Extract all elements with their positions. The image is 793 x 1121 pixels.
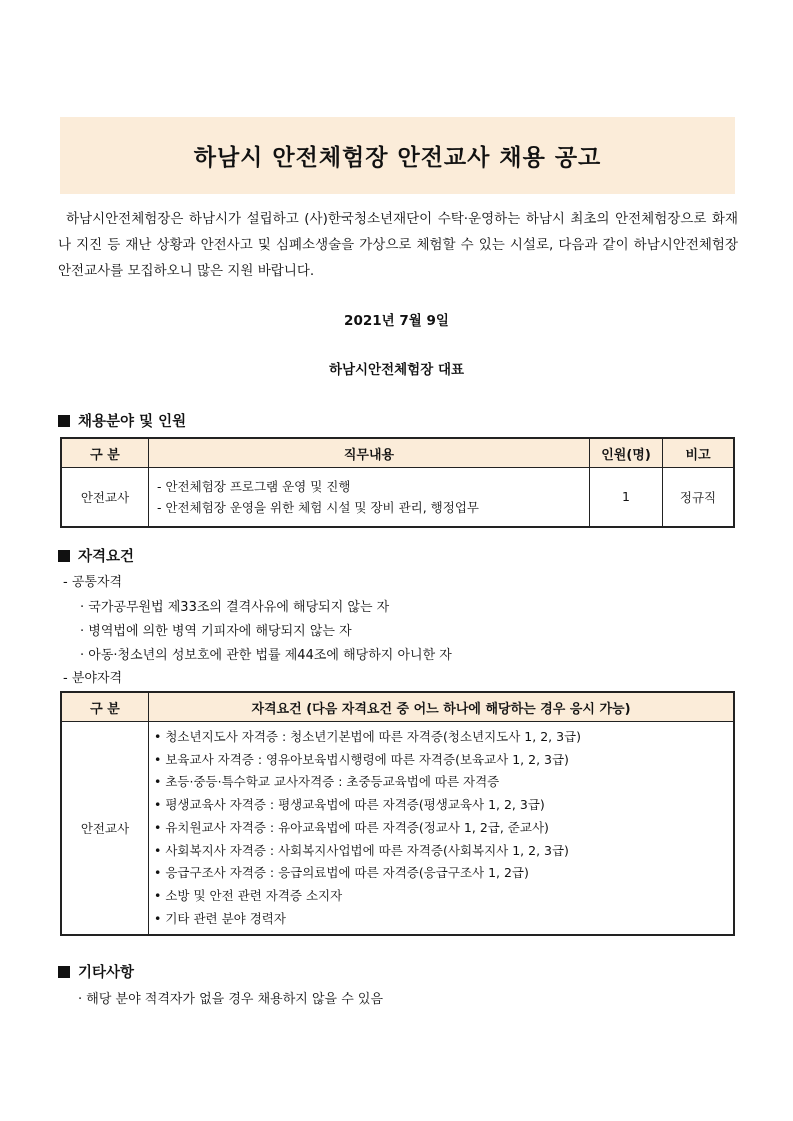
recruitment-table	[60, 437, 735, 528]
common-qualification-label: - 공통자격	[63, 575, 123, 590]
intro-paragraph	[58, 206, 738, 284]
section-heading-text: 채용분야 및 인원	[78, 414, 187, 430]
header-category: 구 분	[61, 692, 149, 722]
list-item: • 기타 관련 분야 경력자	[154, 910, 286, 926]
cell-duties	[149, 468, 590, 527]
common-qualification-item: · 아동·청소년의 성보호에 관한 법률 제44조에 해당하지 아니한 자	[80, 648, 452, 663]
table-row	[61, 468, 734, 527]
cell-requirements	[149, 722, 735, 936]
header-requirements: 자격요건 (다음 자격요건 중 어느 하나에 해당하는 경우 응시 가능)	[149, 692, 735, 722]
section-heading-other	[58, 961, 134, 982]
header-note: 비고	[663, 438, 735, 468]
intro-text: 하남시안전체험장은 하남시가 설립하고 (사)한국청소년재단이 수탁·운영하는 하남시 최초의 안전체험장으로 화재나 지진 등 재난 상황과 안전사고 및 심폐소생술을 가상으로 체험할 수 있는 시설로, 다음과 같이 하남시안전체험장 안전교사를 모집하오니 많은 지원 바랍니다.	[58, 211, 738, 279]
cell-category: 안전교사	[61, 468, 149, 527]
other-item: · 해당 분야 적격자가 없을 경우 채용하지 않을 수 있음	[78, 992, 384, 1007]
header-category: 구 분	[61, 438, 149, 468]
announcement-signer: 하남시안전체험장 대표	[328, 362, 465, 378]
list-item: • 응급구조사 자격증 : 응급의료법에 따른 자격증(응급구조사 1, 2급)	[154, 865, 529, 881]
duty-item: - 안전체험장 운영을 위한 체험 시설 및 장비 관리, 행정업무	[157, 499, 479, 515]
section-heading-recruitment	[58, 410, 186, 431]
duty-item: - 안전체험장 프로그램 운영 및 진행	[157, 478, 351, 494]
field-qualification-label: - 분야자격	[63, 671, 123, 686]
square-bullet-icon	[58, 966, 70, 978]
section-heading-qualifications	[58, 545, 134, 566]
list-item: • 유치원교사 자격증 : 유아교육법에 따른 자격증(정교사 1, 2급, 준교사)	[154, 819, 549, 835]
table-row	[61, 722, 734, 936]
qualification-table	[60, 691, 735, 936]
list-item: • 소방 및 안전 관련 자격증 소지자	[154, 887, 343, 903]
list-item: • 평생교육사 자격증 : 평생교육법에 따른 자격증(평생교육사 1, 2, 3급)	[154, 797, 545, 813]
cell-note: 정규직	[663, 468, 735, 527]
list-item: • 청소년지도사 자격증 : 청소년기본법에 따른 자격증(청소년지도사 1, 2, 3급)	[154, 729, 582, 744]
qualification-list	[149, 722, 733, 934]
list-item: • 사회복지사 자격증 : 사회복지사업법에 따른 자격증(사회복지사 1, 2, 3급)	[154, 842, 569, 858]
header-duties: 직무내용	[149, 438, 590, 468]
cell-count: 1	[590, 468, 663, 527]
list-item: • 초등·중등·특수학교 교사자격증 : 초중등교육법에 따른 자격증	[154, 774, 500, 790]
square-bullet-icon	[58, 550, 70, 562]
table-header-row	[61, 692, 734, 722]
announcement-date: 2021년 7월 9일	[344, 313, 449, 329]
table-header-row	[61, 438, 734, 468]
common-qualification-item: · 국가공무원법 제33조의 결격사유에 해당되지 않는 자	[80, 600, 390, 615]
header-count: 인원(명)	[590, 438, 663, 468]
page-title: 하남시 안전체험장 안전교사 채용 공고	[60, 117, 735, 194]
square-bullet-icon	[58, 415, 70, 427]
cell-category: 안전교사	[61, 722, 149, 936]
common-qualification-item: · 병역법에 의한 병역 기피자에 해당되지 않는 자	[80, 624, 352, 639]
list-item: • 보육교사 자격증 : 영유아보육법시행령에 따른 자격증(보육교사 1, 2, 3급)	[154, 751, 569, 767]
section-heading-text: 기타사항	[78, 965, 135, 981]
section-heading-text: 자격요건	[78, 549, 135, 565]
